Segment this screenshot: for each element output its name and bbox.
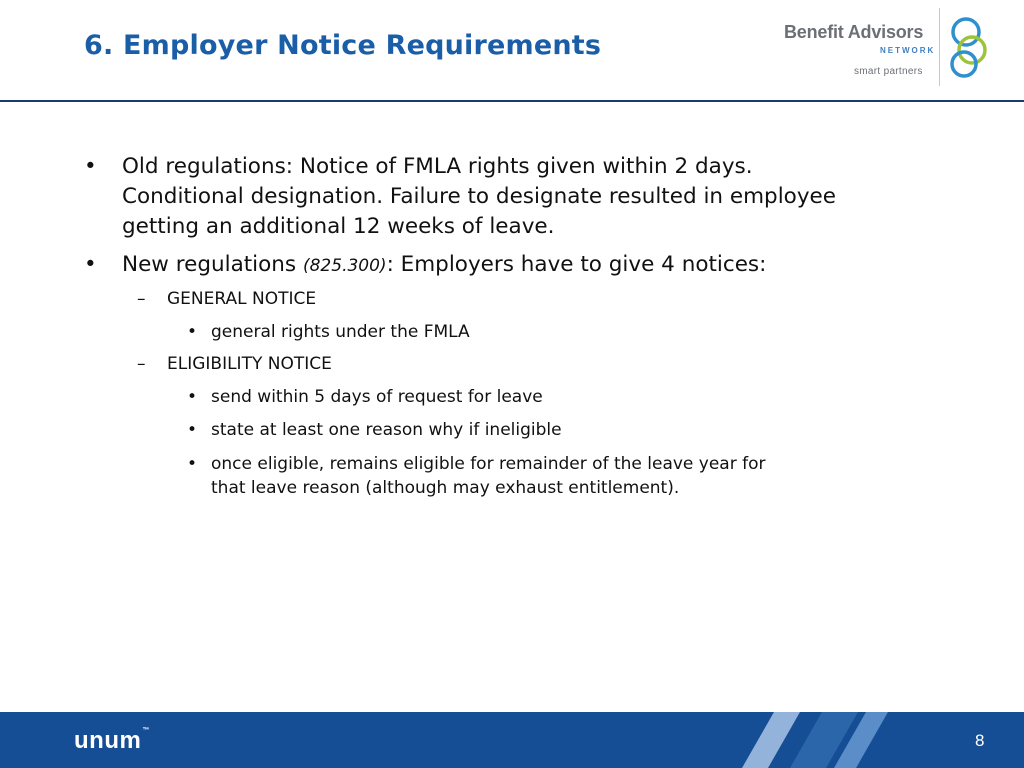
logo-text-network: NETWORK	[880, 46, 936, 55]
bullet-dot: •	[187, 420, 198, 440]
slide-title: 6. Employer Notice Requirements	[84, 30, 602, 61]
bullet-text: New regulations	[122, 252, 297, 277]
logo-divider	[939, 8, 940, 86]
footer-bar	[0, 712, 1024, 768]
footer-stripes-decoration	[0, 712, 1024, 768]
list-item-text: state at least one reason why if ineligible	[211, 420, 562, 440]
list-item	[187, 320, 470, 344]
list-item-text: send within 5 days of request for leave	[211, 387, 543, 407]
bullet-dot: •	[187, 387, 198, 407]
subbullet-heading: GENERAL NOTICE	[167, 289, 317, 309]
regulation-citation: (825.300)	[302, 256, 387, 276]
list-item-text-line: that leave reason (although may exhaust entitlement).	[211, 478, 680, 498]
unum-logo	[74, 727, 150, 755]
subbullet-eligibility-notice	[137, 352, 332, 376]
dash-marker: –	[137, 289, 146, 309]
bullet-dot: •	[84, 154, 97, 179]
bullet-text-line: Conditional designation. Failure to designate resulted in employee	[122, 184, 837, 209]
list-item	[187, 452, 766, 500]
list-item	[187, 385, 543, 409]
trademark-symbol: ™	[142, 727, 150, 734]
header-rule	[0, 100, 1024, 102]
dash-marker: –	[137, 354, 146, 374]
page-number: 8	[975, 731, 985, 750]
list-item	[187, 418, 562, 442]
unum-logo-text: unum	[74, 727, 142, 754]
bullet-dot: •	[187, 454, 198, 474]
subbullet-heading: ELIGIBILITY NOTICE	[167, 354, 332, 374]
bullet-text-line: getting an additional 12 weeks of leave.	[122, 214, 555, 239]
bullet-text-rest: : Employers have to give 4 notices:	[386, 252, 767, 277]
bullet-dot: •	[187, 322, 198, 342]
bullet-new-regulations	[84, 250, 767, 281]
logo-text-primary: Benefit Advisors	[784, 22, 924, 42]
benefit-advisors-logo	[770, 8, 1000, 88]
logo-tagline: smart partners	[854, 66, 923, 77]
bullet-dot: •	[84, 252, 97, 277]
subbullet-general-notice	[137, 287, 317, 311]
bullet-text-line: Old regulations: Notice of FMLA rights given within 2 days.	[122, 154, 753, 179]
list-item-text-line: once eligible, remains eligible for remainder of the leave year for	[211, 454, 766, 474]
bullet-old-regulations	[84, 152, 837, 242]
list-item-text: general rights under the FMLA	[211, 322, 470, 342]
logo-rings-icon	[946, 14, 990, 80]
